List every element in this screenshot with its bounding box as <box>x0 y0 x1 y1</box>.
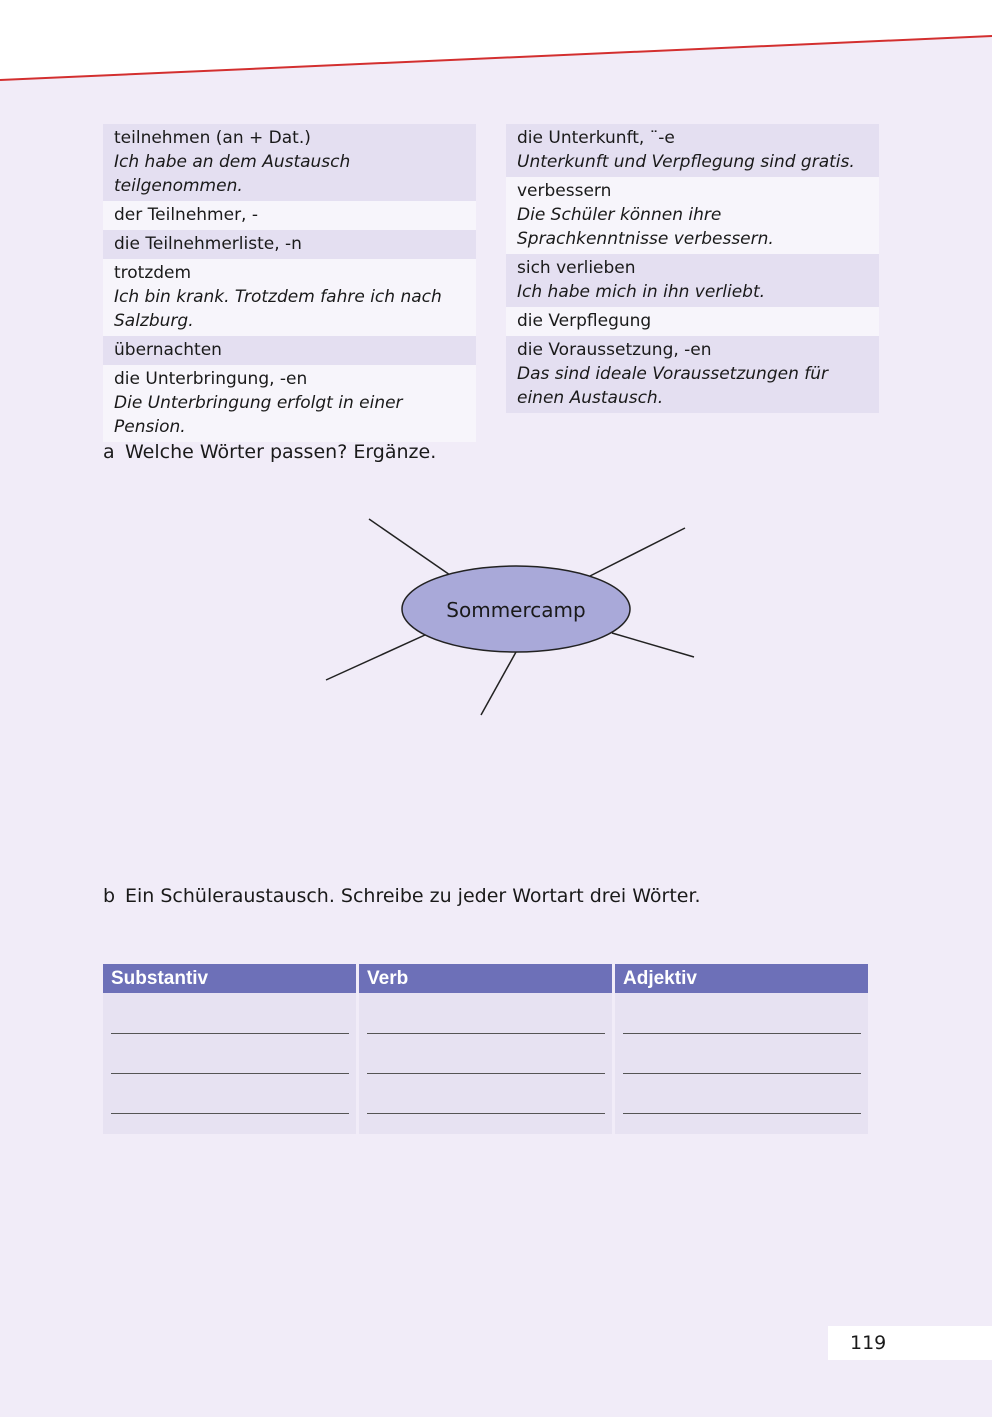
task-text: Welche Wörter passen? Ergänze. <box>125 441 437 463</box>
vocab-term: trotzdem <box>114 263 192 283</box>
vocab-entry <box>103 259 476 336</box>
mind-map-branch-right[interactable] <box>612 633 694 657</box>
mind-map-branch-left[interactable] <box>326 635 425 680</box>
vocab-term: übernachten <box>114 340 222 360</box>
answer-line[interactable] <box>111 1073 349 1074</box>
vocab-entry <box>103 365 476 442</box>
vocab-term: die Unterbringung, -en <box>114 369 308 389</box>
answer-line[interactable] <box>367 1113 605 1114</box>
vocab-entry <box>103 230 476 259</box>
task-letter: a <box>103 441 115 463</box>
vocab-entry <box>103 124 476 201</box>
vocab-example: Ich habe an dem Austausch teilgenommen. <box>114 152 351 196</box>
vocab-term: die Unterkunft, ¨-e <box>517 128 675 148</box>
page-number: 119 <box>850 1332 887 1354</box>
task-letter: b <box>103 885 116 907</box>
vocab-term: die Voraussetzung, -en <box>517 340 712 360</box>
vocab-term: sich verlieben <box>517 258 636 278</box>
vocab-example: Die Unterbringung erfolgt in einer Pension. <box>114 393 403 437</box>
answer-line[interactable] <box>111 1033 349 1034</box>
mind-map-branch-top-left[interactable] <box>369 519 450 575</box>
vocab-entry <box>506 177 879 254</box>
task-text: Ein Schüleraustausch. Schreibe zu jeder Wortart drei Wörter. <box>125 885 701 907</box>
answer-line[interactable] <box>367 1033 605 1034</box>
vocabulary-list-right <box>506 124 879 413</box>
answer-line[interactable] <box>623 1113 861 1114</box>
answer-line[interactable] <box>367 1073 605 1074</box>
vocab-term: der Teilnehmer, - <box>114 205 259 225</box>
vocab-entry <box>103 336 476 365</box>
column-header: Substantiv <box>103 964 356 993</box>
vocab-entry <box>506 307 879 336</box>
vocab-term: verbessern <box>517 181 612 201</box>
task-b-instruction <box>103 884 701 908</box>
answer-line[interactable] <box>623 1033 861 1034</box>
column-header: Adjektiv <box>615 964 868 993</box>
answer-line[interactable] <box>623 1073 861 1074</box>
mind-map-branch-bottom[interactable] <box>481 652 516 715</box>
vocab-entry <box>506 124 879 177</box>
vocab-example: Das sind ideale Voraussetzungen für einen Austausch. <box>517 364 828 408</box>
task-a-instruction <box>103 440 436 464</box>
column-header: Verb <box>359 964 612 993</box>
vocab-example: Die Schüler können ihre Sprachkenntnisse verbessern. <box>517 205 774 249</box>
vocab-entry <box>103 201 476 230</box>
column-substantiv <box>103 964 356 1134</box>
vocabulary-list-left <box>103 124 476 442</box>
column-verb <box>359 964 612 1134</box>
top-decoration <box>0 0 992 90</box>
mind-map-branch-top-right[interactable] <box>590 528 685 576</box>
column-adjektiv <box>615 964 868 1134</box>
vocab-term: teilnehmen (an + Dat.) <box>114 128 311 148</box>
vocab-example: Ich bin krank. Trotzdem fahre ich nach Salzburg. <box>114 287 442 331</box>
mind-map-center-label: Sommercamp <box>446 598 586 622</box>
vocab-term: die Teilnehmerliste, -n <box>114 234 302 254</box>
vocab-entry <box>506 254 879 307</box>
vocab-example: Unterkunft und Verpflegung sind gratis. <box>517 152 855 172</box>
mind-map <box>300 500 720 730</box>
word-type-table <box>103 964 869 1134</box>
vocab-term: die Verpflegung <box>517 311 652 331</box>
page-number-box <box>828 1326 992 1360</box>
vocab-example: Ich habe mich in ihn verliebt. <box>517 282 766 302</box>
answer-line[interactable] <box>111 1113 349 1114</box>
vocab-entry <box>506 336 879 413</box>
